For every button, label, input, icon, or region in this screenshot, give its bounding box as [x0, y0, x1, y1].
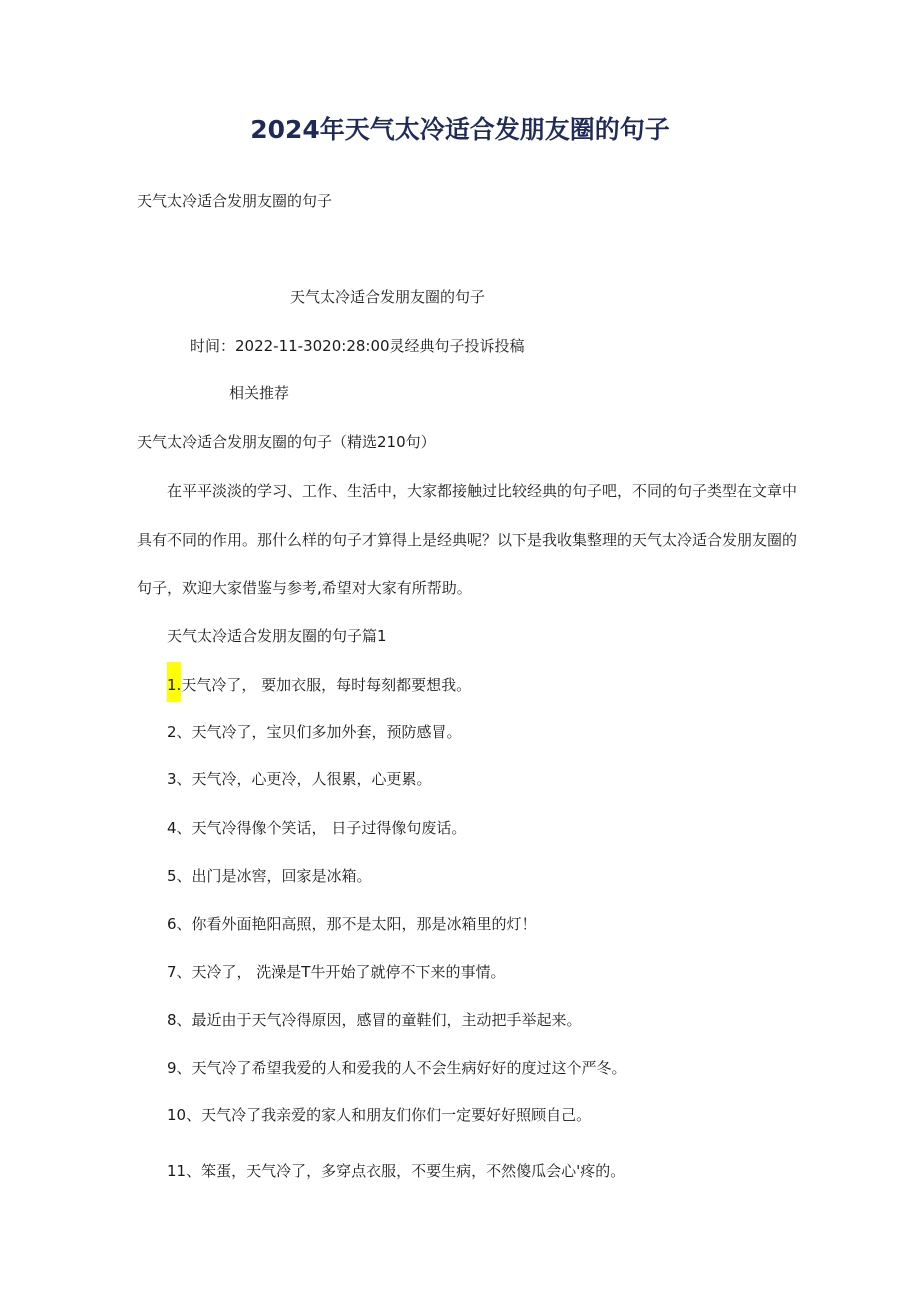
article-title: 天气太冷适合发朋友圈的句子: [290, 288, 486, 306]
list-item: 8、最近由于天气冷得原因，感冒的童鞋们，主动把手举起来。: [167, 1011, 582, 1029]
intro-line-3: 句子，欢迎大家借鉴与参考,希望对大家有所帮助。: [137, 579, 472, 597]
list-item: 10、天气冷了我亲爱的家人和朋友们你们一定要好好照顾自己。: [167, 1106, 592, 1124]
related-recommendations: 相关推荐: [229, 384, 290, 402]
article-meta: 时间：2022-11-3020:28:00灵经典句子投诉投稿: [190, 337, 525, 355]
list-item: 2、天气冷了，宝贝们多加外套，预防感冒。: [167, 723, 462, 741]
list-item: [167, 674, 471, 702]
part-heading: 天气太冷适合发朋友圈的句子篇1: [167, 627, 387, 645]
list-item: 3、天气冷，心更冷，人很累，心更累。: [167, 770, 432, 788]
list-item: 6、你看外面艳阳高照，那不是太阳，那是冰箱里的灯！: [167, 915, 537, 933]
list-item: 11、笨蛋，天气冷了，多穿点衣服，不要生病，不然傻瓜会心'疼的。: [167, 1162, 626, 1180]
document-subtitle: 天气太冷适合发朋友圈的句子: [137, 192, 333, 210]
item-number-highlight: 1.: [167, 662, 181, 702]
list-item: 9、天气冷了希望我爱的人和爱我的人不会生病好好的度过这个严冬。: [167, 1059, 627, 1077]
list-item: 4、天气冷得像个笑话， 日子过得像句废话。: [167, 819, 467, 837]
list-item: 5、出门是冰窖，回家是冰箱。: [167, 867, 372, 885]
section-heading: 天气太冷适合发朋友圈的句子（精选210句）: [137, 433, 436, 451]
list-item: 7、天冷了， 洗澡是T牛开始了就停不下来的事情。: [167, 963, 506, 981]
item-text: 天气冷了， 要加衣服，每时每刻都要想我。: [181, 676, 472, 694]
document-title: 2024年天气太冷适合发朋友圈的句子: [250, 115, 670, 144]
intro-line-1: 在平平淡淡的学习、工作、生活中，大家都接触过比较经典的句子吧，不同的句子类型在文章中: [167, 482, 798, 500]
intro-line-2: 具有不同的作用。那什么样的句子才算得上是经典呢？以下是我收集整理的天气太冷适合发朋友圈的: [137, 531, 798, 549]
